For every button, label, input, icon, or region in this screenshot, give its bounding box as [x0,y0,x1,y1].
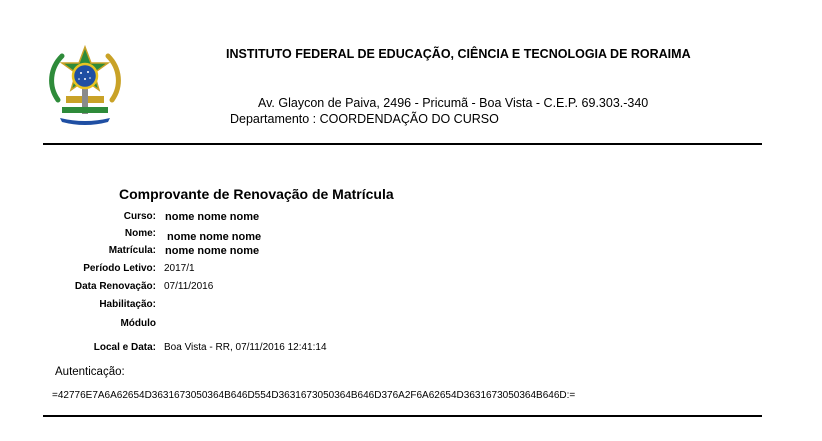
matricula-label: Matrícula: [108,245,156,256]
brazil-coat-of-arms-icon [44,44,126,126]
curso-value: nome nome nome [165,211,260,223]
bottom-divider [43,415,762,417]
top-divider [43,143,762,145]
nome-value: nome nome nome [167,231,262,243]
authentication-code: =42776E7A6A62654D3631673050364B646D554D3631673050364B646D376A2F6A62654D3631673050364B646D:= [52,390,576,401]
local-data-value: Boa Vista - RR, 07/11/2016 12:41:14 [164,342,327,353]
authentication-label: Autenticação: [55,366,125,378]
institution-address: Av. Glaycon de Paiva, 2496 - Pricumã - Boa Vista - C.E.P. 69.303.-340 [258,96,649,110]
document-title: Comprovante de Renovação de Matrícula [119,186,394,202]
periodo-label: Período Letivo: [83,263,156,274]
periodo-value: 2017/1 [164,263,195,274]
curso-label: Curso: [123,211,156,222]
institution-name: INSTITUTO FEDERAL DE EDUCAÇÃO, CIÊNCIA E TECNOLOGIA DE RORAIMA [226,47,691,61]
data-renovacao-label: Data Renovação: [74,281,156,292]
nome-label: Nome: [124,228,156,239]
local-data-label: Local e Data: [93,342,156,353]
modulo-label: Módulo [120,318,156,329]
habilitacao-label: Habilitação: [99,299,156,310]
data-renovacao-value: 07/11/2016 [164,281,214,292]
matricula-value: nome nome nome [165,245,260,257]
department-line: Departamento : COORDENDAÇÃO DO CURSO [230,112,499,126]
